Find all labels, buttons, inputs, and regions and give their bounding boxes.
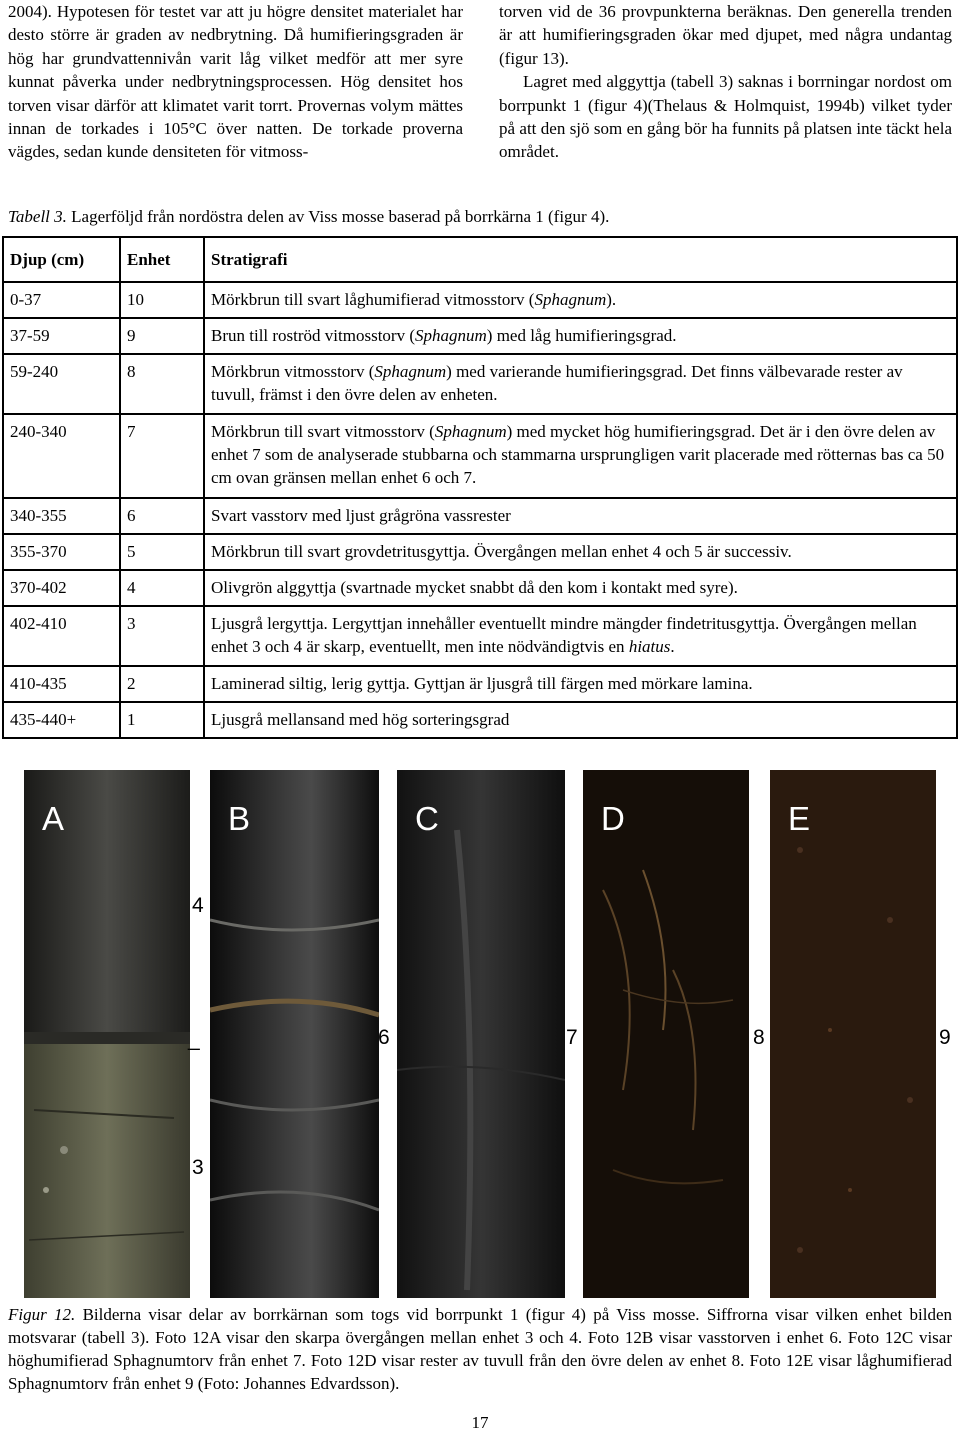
- unit-boundary-mark: _: [188, 1028, 200, 1051]
- cell-unit: 5: [120, 534, 204, 570]
- stratigraphy-text: Mörkbrun vitmosstorv (: [211, 362, 375, 381]
- body-paragraph: torven vid de 36 provpunkterna beräknas. Den generella trenden är att humifieringsgraden ökar med djupet, med några undantag (figur 13).: [499, 2, 952, 68]
- table-row: [3, 606, 957, 666]
- table-caption-text: Lagerföljd från nordöstra delen av Viss mosse baserad på borrkärna 1 (figur 4).: [66, 207, 610, 226]
- photo-b-image: [210, 770, 379, 1298]
- stratigraphy-taxon: Sphagnum: [534, 290, 607, 309]
- unit-marker-6: 6: [378, 1026, 390, 1049]
- cell-depth: 370-402: [3, 570, 120, 606]
- unit-marker-4: 4: [192, 894, 204, 917]
- cell-unit: 1: [120, 702, 204, 738]
- figure-caption-text: Bilderna visar delar av borrkärnan som togs vid borrpunkt 1 (figur 4) på Viss mosse. Siffrorna visar vilken enhet bilden motsvarar (tabell 3). Foto 12A visar den skarpa övergången mellan enhet 3 och 4. Foto 12B visar vasstorven i enhet 6. Foto 12C visar höghumifierad Sphagnumtorv från enhet 7. Foto 12D visar rester av tuvull från den övre delen av enhet 8. Foto 12E visar låghumifierad Sphagnumtorv från enhet 9 (Foto: Johannes Edvardsson).: [8, 1305, 952, 1393]
- cell-unit: 10: [120, 282, 204, 318]
- header-stratigraphy: Stratigrafi: [204, 237, 957, 282]
- cell-depth: 410-435: [3, 666, 120, 702]
- photo-a: [24, 770, 190, 1298]
- table-row: [3, 534, 957, 570]
- core-photo-strip: [0, 770, 960, 1300]
- cell-unit: 2: [120, 666, 204, 702]
- stratigraphy-text-tail: ) med varierande humifieringsgrad. Det finns välbevarade rester av tuvull, främst i den övre delen av enheten.: [211, 362, 903, 404]
- stratigraphy-text-tail: ) med låg humifieringsgrad.: [486, 326, 677, 345]
- table-header-row: [3, 237, 957, 282]
- body-paragraph: Lagret med alggyttja (tabell 3) saknas i borrningar nordost om borrpunkt 1 (figur 4)(Thelaus & Holmquist, 1994b) vilket tyder på att den sjö som en gång bör ha funnits på platsen inte täckt hela området.: [499, 72, 952, 162]
- cell-unit: 4: [120, 570, 204, 606]
- header-unit: Enhet: [120, 237, 204, 282]
- cell-stratigraphy: [204, 498, 957, 534]
- cell-depth: 435-440+: [3, 702, 120, 738]
- body-paragraph: 2004). Hypotesen för testet var att ju högre densitet materialet har desto större är graden av nedbrytning. Då humifieringsgraden är hög har grundvattennivån varit låg vilket medför att mer syre kunnat påverka under nedbrytningsprocessen. Hög densitet hos torven visar därför att klimatet varit torrt. Provernas volym mättes innan de torkades i 105°C över natten. De torkade proverna vägdes, sedan kunde densiteten för vitmoss-: [8, 2, 463, 162]
- cell-stratigraphy: [204, 666, 957, 702]
- panel-letter-c: C: [415, 800, 439, 837]
- panel-letter-d: D: [601, 800, 625, 837]
- figure-caption: [8, 1303, 952, 1395]
- cell-stratigraphy: [204, 414, 957, 498]
- stratigraphy-table: [2, 236, 958, 739]
- photo-c-image: [397, 770, 565, 1298]
- stratigraphy-taxon: Sphagnum: [374, 362, 447, 381]
- table-row: [3, 570, 957, 606]
- photo-b: [210, 770, 379, 1298]
- cell-stratigraphy: [204, 570, 957, 606]
- stratigraphy-text: Mörkbrun till svart låghumifierad vitmosstorv (: [211, 290, 535, 309]
- cell-depth: 37-59: [3, 318, 120, 354]
- cell-unit: 3: [120, 606, 204, 666]
- stratigraphy-text: Olivgrön alggyttja (svartnade mycket snabbt då den kom i kontakt med syre).: [211, 578, 738, 597]
- cell-depth: 340-355: [3, 498, 120, 534]
- stratigraphy-text: Ljusgrå lergyttja. Lergyttjan innehåller eventuellt mindre mängder findetritusgyttja. Övergången mellan enhet 3 och 4 är skarp, eventuellt, men inte nödvändigtvis en: [211, 614, 917, 656]
- photo-e: [770, 770, 936, 1298]
- panel-letter-b: B: [228, 800, 251, 837]
- cell-stratigraphy: [204, 282, 957, 318]
- cell-depth: 240-340: [3, 414, 120, 498]
- cell-depth: 59-240: [3, 354, 120, 414]
- right-text-column: [499, 0, 952, 164]
- panel-letter-e: E: [788, 800, 811, 837]
- unit-marker-3: 3: [192, 1156, 204, 1179]
- stratigraphy-text: Svart vasstorv med ljust grågröna vassrester: [211, 506, 511, 525]
- header-depth: Djup (cm): [3, 237, 120, 282]
- left-text-column: [8, 0, 463, 164]
- cell-stratigraphy: [204, 702, 957, 738]
- cell-stratigraphy: [204, 606, 957, 666]
- photo-d-image: [583, 770, 749, 1298]
- stratigraphy-text: Mörkbrun till svart grovdetritusgyttja. Övergången mellan enhet 4 och 5 är successiv.: [211, 542, 792, 561]
- panel-letter-a: A: [42, 800, 65, 837]
- cell-unit: 8: [120, 354, 204, 414]
- stratigraphy-text: Ljusgrå mellansand med hög sorteringsgrad: [211, 710, 510, 729]
- page-number: 17: [471, 1413, 489, 1432]
- table-row: [3, 282, 957, 318]
- photo-c: [397, 770, 565, 1298]
- stratigraphy-text: Brun till roströd vitmosstorv (: [211, 326, 415, 345]
- stratigraphy-taxon: Sphagnum: [415, 326, 487, 345]
- cell-depth: 355-370: [3, 534, 120, 570]
- table-caption-label: Tabell 3.: [8, 207, 67, 226]
- figure-caption-label: Figur 12.: [8, 1305, 76, 1324]
- cell-depth: 0-37: [3, 282, 120, 318]
- table-row: [3, 414, 957, 498]
- unit-marker-8: 8: [753, 1026, 765, 1049]
- table-row: [3, 666, 957, 702]
- table-row: [3, 354, 957, 414]
- table-row: [3, 318, 957, 354]
- table-row: [3, 498, 957, 534]
- stratigraphy-text: Mörkbrun till svart vitmosstorv (: [211, 422, 435, 441]
- cell-depth: 402-410: [3, 606, 120, 666]
- stratigraphy-taxon: Sphagnum: [434, 422, 507, 441]
- cell-unit: 7: [120, 414, 204, 498]
- photo-d: [583, 770, 749, 1298]
- cell-stratigraphy: [204, 534, 957, 570]
- unit-marker-7: 7: [566, 1026, 578, 1049]
- photo-a-image: [24, 770, 190, 1298]
- cell-stratigraphy: [204, 354, 957, 414]
- stratigraphy-text: Laminerad siltig, lerig gyttja. Gyttjan är ljusgrå till färgen med mörkare lamina.: [211, 674, 753, 693]
- stratigraphy-text-tail: ).: [606, 290, 617, 309]
- unit-marker-9: 9: [939, 1026, 951, 1049]
- cell-stratigraphy: [204, 318, 957, 354]
- stratigraphy-taxon: hiatus: [628, 637, 671, 656]
- cell-unit: 9: [120, 318, 204, 354]
- photo-e-image: [770, 770, 936, 1298]
- stratigraphy-text-tail: ) med mycket hög humifieringsgrad. Det är i den övre delen av enhet 7 som de analyserade stubbarna och stammarna ursprungligen varit placerade med rötternas bas ca 50 cm ovan gränsen mellan enhet 6 och 7.: [211, 422, 945, 487]
- cell-unit: 6: [120, 498, 204, 534]
- stratigraphy-text-tail: .: [670, 637, 675, 656]
- table-caption: [8, 206, 609, 228]
- table-row: [3, 702, 957, 738]
